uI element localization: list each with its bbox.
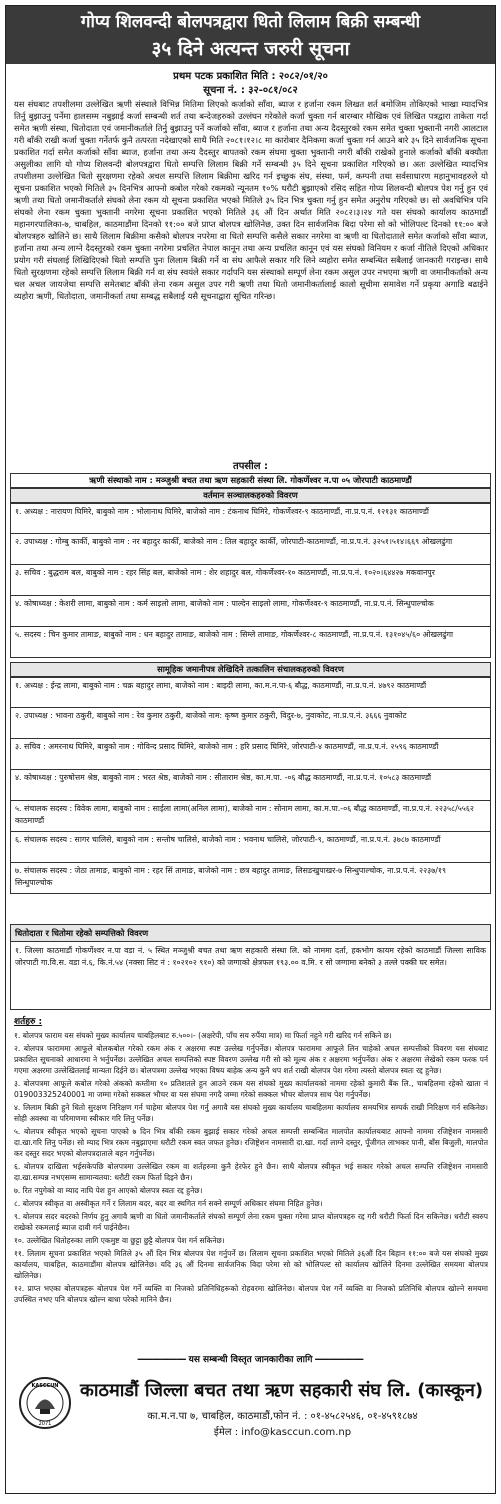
auction-notice xyxy=(5,5,496,1494)
board-member-row: ३. सचिव : बुद्धराम बल, बाबुको नाम : रहर सिंह बल, बाजेको नाम : शेर शहादुर बल, गोकर्णेश्वर-१० काठमाण्डौं, ना.प्र.प.नं. १०२०।६४४२७ मकवानपुर xyxy=(10,565,491,596)
collateral-heading: धितोदाता र धितोमा रहेको सम्पत्तिको विवरण xyxy=(11,925,490,942)
term-item: १०. उल्लेखित धितोहरुका लागि एकमुष्ट वा छुट्टा छुट्टै बोलपत्र पेश गर्न सकिनेछ। xyxy=(14,1236,225,1245)
collateral-description: १. जिल्ला काठमाडौं गोकर्णेश्वर न.पा वडा नं. ५ स्थित मञ्जुश्री बचत तथा ऋण सहकारी संस्था लि. को नाममा दर्ता, हकभोग कायम रहेको काठमाडौं जिल्ला साविक जोरपाटी गा.वि.स. वडा नं.६, कि.नं.५४ (नक्सा सिट नं : १०२१०२ ९१०) को जग्गाको क्षेत्रफल १९३.०० व.मि. र सो जग्गामा बनेको ३ तल्ले पक्की घर समेत। xyxy=(15,946,486,967)
guarantor-row: ७. संचालक सदस्य : जेठा तामाङ, बाबुको नाम : रहर सिं तामाङ, बाजेको नाम : छत्र बहादुर तामाङ, लिसङखुपाखर-७ सिन्धुपाल्चोक, ना.प्र.प.नं. २२३७/१९ सिन्धुपाल्चोक xyxy=(10,863,491,894)
logo-year: 2071 xyxy=(38,1421,52,1427)
board-member-row: ५. सदस्य : चिन कुमार तामाङ, बाबुको नाम : धन बहादुर तामाङ, बाजेको नाम : सिम्ले तामाङ, गोकर्णेश्वर-८ काठमाण्डौं, ना.प्र.प.नं. १३१०४५/६० ओखलढुंगा xyxy=(10,627,491,658)
term-item: १. बोलपत्र फाराम यस संघको मुख्य कार्यालय चाबहिलबाट रु.५००।- (अक्षरेपी, पाँच सय रुपैंया मात्र) मा फिर्ता नहुने गरी खरिद गर्न सकिने छ। xyxy=(14,1031,392,1040)
borrower-org-line: ऋणी संस्थाको नाम : मञ्जुश्री बचत तथा ऋण सहकारी संस्था लि. गोकर्णेश्वर न.पा ०५ जोरपाटी काठमाण्डौं xyxy=(10,473,491,488)
cooperative-address: का.म.न.पा ७, चाबहिल, काठमाडौं,फोन नं. : ०१-४५८२५४६, ०१-४५९१८७४ xyxy=(147,1411,418,1422)
header-title-line1: गोप्य शिलवन्दी बोलपत्रद्वारा धितो लिलाम बिक्री सम्बन्धी xyxy=(80,12,421,32)
term-item: ११. लिलाम सूचना प्रकाशित भएको मितिले ३५ औं दिन भित्र बोलपत्र पेश गर्नुपर्ने छ। लिलाम सूचना प्रकाशित भएको मितिले ३६औं दिन बिहान ११:०० बजे यस संघको मुख्य कार्यालय, चाबहिल, काठमाडौंमा बोलपत्र खोलिनेछ। यदि ३६ औं दिनमा सार्वजनिक विदा परेमा सो को भोलिपल्ट सो कार्यालय खोलिने दिनमा उल्लेखित समयमा बोलपत्र खोलिनेछ। xyxy=(14,1249,488,1280)
footer xyxy=(10,1368,491,1490)
guarantor-row: ६. संचालक सदस्य : सागर चालिसे, बाबुको नाम : सन्तोष चालिसे, बाजेको नाम : भवनाथ चालिसे, जोरपाटी-९, काठमाण्डौं, ना.प्र.प.नं. ३७८७ काठमाण्डौं xyxy=(10,832,491,863)
terms-list xyxy=(14,1030,488,1348)
term-item: ६. बोलपत्र दाखिला भईसकेपछि बोलपत्रमा उल्लेखित रकम वा शर्तहरुमा कुनै हेरफेर हुने छैन। साथै बोलपत्र स्वीकृत भई सकार गरेको अचल सम्पत्ति रजिष्ट्रेशन नामसारी दा.खा.सम्पन्न नभएसम्म सामान्यतया: धरौटी रकम फिर्ता दिइने छैन। xyxy=(14,1162,488,1182)
term-item: २. बोलपत्र फाराममा आफूले बोलकबोल गरेको रकम अंक र अक्षरमा स्पष्ट उल्लेख गर्नुपर्नेछ। बोलपत्र फाराममा आफूले लिन चाहेको अचल सम्पत्तीको विवरण यस संघबाट प्रकाशित सूचनाको आधारमा ने भर्नुपर्नेछ। उल्लेखित अचल सम्पत्तिको स्पष्ट विवरण उल्लेख गरी सो को मूल्य अंक र अक्षरमा भर्नुपर्नेछ। अंक र अक्षरमा लेखेको रकम फरक पर्न गएमा अक्षरमा उल्लेखितलाई मान्यता दिईने छ। बोलपत्रमा उल्लेख भएका विषय बाहेक अन्य कुनै थप शर्त राखी बोलपत्र पेश गरेमा त्यस्तो बोलपत्र स्वतः रद्द हुनेछ। xyxy=(14,1044,488,1075)
current-board-heading: वर्तमान सञ्चालकहरुको विवरण xyxy=(10,488,491,503)
board-member-row: १. अध्यक्ष : नारायण घिमिरे, बाबुको नाम : भोलानाथ घिमिरे, बाजेको नाम : टंकनाथ घिमिरे, गोकर्णेश्वर-९ काठमाण्डौं, ना.प्र.प.नं. १२१३१ काठमाण्डौं xyxy=(10,503,491,534)
term-item: ८. बोलपत्र स्वीकृत वा अस्वीकृत गर्ने र लिलाम बदर, बदर वा स्थगित गर्न सक्ने सम्पूर्ण अधिकार संघमा निहित हुनेछ। xyxy=(14,1199,323,1208)
cooperative-logo xyxy=(18,1376,72,1430)
guarantor-row: ४. कोषाध्यक्ष : पुरुषोत्तम श्रेष्ठ, बाबुको नाम : भरत श्रेष्ठ, बाजेको नाम : सीताराम श्रेष्ठ, का.म.पा. -०६ बौद्ध काठमाण्डौं, ना.प्र.प.नं. १०५८३ काठमाण्डौं xyxy=(10,770,491,801)
cooperative-name: काठमाडौं जिल्ला बचत तथा ऋण सहकारी संघ लि. (कास्कून) xyxy=(80,1380,484,1401)
guarantor-row: ३. सचिव : अमरनाथ घिमिरे, बाबुको नाम : गोविन्द प्रसाद घिमिरे, बाजेको नाम : हरि प्रसाद घिमिरे, जोरपाटी-४ काठमाण्डौं, ना.प्र.प.नं. २५९६ काठमाण्डौं xyxy=(10,739,491,770)
details-heading: तपसील : xyxy=(233,461,268,472)
guarantor-row: १. अध्यक्ष : ईन्द्र लामा, बाबुको नाम : चक्र बहादुर लामा, बाजेको नाम : बाइदी लामा, का.म.न.पा-६ बौद्ध, काठमाण्डौं, ना.प्र.प.नं. ४७९२ काठमाण्डौं xyxy=(10,677,491,708)
term-item: १२. प्राप्त भएका बोलपत्रहरू बोलपत्र पेश गर्ने व्यक्ति वा निजको प्रतिनिधिहरूको रोहवरमा खोलिनेछ। बोलपत्र पेश गर्ने व्यक्ति वा निजको प्रतिनिधि बोलपत्र खोल्ने समयमा उपस्थित नभए पनि बोलपत्र खोल्न बाधा परेको मानिने छैन। xyxy=(14,1284,488,1304)
logo-text: KASCCUN xyxy=(31,1383,59,1389)
header-title-line2: ३५ दिने अत्यन्त जरुरी सूचना xyxy=(151,38,350,60)
guarantor-board-heading: सामूहिक जमानीपत्र लेखिदिने तत्कालिन संचालकहरुको विवरण xyxy=(10,662,491,677)
guarantor-row: ५. संचालक सदस्य : विवेक लामा, बाबुको नाम : साईला लामा(अनिल लामा), बाजेको नाम : सोनाम लामा, का.म.पा.-०६ बौद्ध काठमाण्डौं, ना.प्र.प.नं. २२३५८/५५६२ काठमाण्डौं xyxy=(10,801,491,832)
notice-number: सूचना नं. : ३२-०८१/०८२ xyxy=(203,85,298,96)
current-board-table xyxy=(10,503,491,658)
terms-heading: शर्तहरु : xyxy=(14,1017,43,1027)
term-item: ९. बोलपत्र सदर बदरको निर्णय हुनु अगावै ऋणी वा धितो जमानीकर्ताले संघको सम्पूर्ण लेना रकम चुक्ता गरेमा प्राप्त बोलपत्रहरु रद्द गरी धरौटी फिर्ता दिन सकिनेछ। धरौटी स्वरुप राखेको रकमलाई ब्याज दावी गर्न पाईनेछैन। xyxy=(14,1212,488,1232)
cooperative-email: ईमेल : info@kasccun.com.np xyxy=(213,1427,352,1438)
term-item: ४. लिलाम बिक्री हुने धितो सुरक्षण निरिक्षण गर्न चाहेमा बोलपत्र पेश गर्नु अगावै यस संघको मुख्य कार्यालय चाबहिलमा कार्यालय समयभित्र सम्पर्क राखी निरिक्षण गर्न सकिनेछ। सोही अवस्था वा परिमाणमा स्वीकार गरि लिनु पर्नेछ। xyxy=(14,1103,488,1123)
board-member-row: ४. कोषाध्यक्ष : केशरी लामा, बाबुको नाम : कर्म साइलो लामा, बाजेको नाम : पाल्देन साइलो लामा, गोकर्णेश्वर-९ काठमाण्डौं, ना.प्र.प.नं. सिन्धुपाल्चोक xyxy=(10,596,491,627)
intro-paragraph: यस संघबाट तपशीलमा उल्लेखित ऋणी संस्थाले विभिन्न मितिमा लिएको कर्जाको साँवा, ब्याज र हर्जाना रकम लिखत शर्त बमोजिम तोकिएको भाखा म्यादभित्र तिर्नु बुझाउनु पर्नेमा हालसम्म नबुझाई कर्जा सम्बन्धी शर्त तथा बन्देजहरुको उल्लंघन गरेकोले कर्जा चुक्ता गर्न बारम्बार मौखिक एवं लिखित पत्रद्वारा ताकेता गर्दा समेत ऋणी संस्था, धितोदाता एवं जमानीकर्ताले तिर्नु बुझाउनु पर्ने कर्जाको साँवा, ब्याज र हर्जाना तथा अन्य दैदस्तुरको रकम समेत चुक्ता भुक्तानी नगरी आलटाल गरी बाँकी राखी कर्जा चुक्ता गर्नेतर्फ कुनै तत्परता नदेखाएको साथै मिति २०८१।१२।८ मा कारोबार दैनिकमा कर्जा चुक्ता गर्न आउने बारे ३५ दिने सार्वजनिक सूचना प्रकाशित गर्दा समेत कर्जाको साँवा ब्याज, हर्जाना तथा अन्य दैदस्तुर बापतको रकम संघमा चुक्ता भुक्तानी नगरी बाँकी राखेको हुनाले कर्जाको बाँकी बक्यौता असुलीका लागि यो गोप्य शिलवन्दी बोलपत्रद्वारा धितो सम्पत्ति लिलाम बिक्री गर्ने सम्बन्धी ३५ दिने सूचना प्रकाशित गरिएको छ। अतः उल्लेखित म्यादभित्र तपशीलमा उल्लेखित धितो सुरक्षणमा रहेको अचल सम्पत्ति लिलाम बिक्रीमा खरिद गर्न इच्छुक संघ, संस्था, फर्म, कम्पनी तथा सर्वसाधारण महानुभावहरुले यो सूचना प्रकाशित भएको मितिले ३५ दिनभित्र आफ्नो कबोल गरेको रकमको न्यूनतम १०% धरौटी बुझाएको रसिद सहित गोप्य शिलवन्दी बोलपत्र पेश गर्नु हुन एवं ऋणी तथा धितो जमानीकर्ताले संघको लेना रकम यो सूचना प्रकाशित भएको मितिले ३५ दिन भित्र चुक्ता गर्नु हुन समेत अनुरोध गरिएको छ। सो अवधिभित्र पनि संघको लेना रकम चुक्ता भुक्तानी नगरेमा सूचना प्रकाशित भएको मितिले ३६ औं दिन अर्थात मिति २०८२।३।२४ गते यस संघको कार्यालय काठमाडौं महानगरपालिका-७, चाबहिल, काठमाडौंमा दिनको ११:०० बजे प्राप्त बोलपत्र खोलिनेछ, उक्त दिन सार्वजनिक बिदा परेमा सो को भोलिपल्ट दिनको ११:०० बजे बोलपत्रहरु खोलिने छ। साथै लिलाम बिक्रीमा कसैको बोलपत्र नपरेमा वा धितो सम्पत्ति कसैले सकार नगरेमा वा ऋणी वा धितोदाताले समेत कर्जाको साँवा ब्याज, हर्जाना तथा अन्य लाग्ने दैदस्तुरको रकम चुक्ता नगरेमा प्रचलित नेपाल कानून तथा अन्य प्रचलित कानून एवं यस संघको विनियम र कर्जा नीतिले दिएको अधिकार प्रयोग गरी संघलाई लिखिदिएको धितो सम्पत्ति पुनः लिलाम बिक्री गर्ने वा संघ आफैले सकार गरि लिने व्यहोरा समेत सम्बन्धित सबैलाई जानकारी गराइन्छ। साथै धितो सुरक्षणमा रहेको सम्पत्ति लिलाम बिक्री गर्न वा संघ स्वयंले सकार गर्दापनि यस संस्थाको सम्पूर्ण लेना रकम असुल उपर नभएमा ऋणी वा जमानीकर्ताको अन्य चल अचल जायजेथा सम्पत्ति समेतबाट बाँकी लेना रकम असुल उपर गरी ऋणी तथा धितो जमानीकर्तालाई कालो सूचीमा समावेश गर्ने प्रकृया अगाडि बढाईने व्यहोरा ऋणी, धितोदाता, जमानीकर्ता तथा सम्बद्ध सबैलाई यसै सूचनाद्वारा सूचित गरिन्छ। xyxy=(14,99,488,301)
notice-header xyxy=(6,6,495,64)
term-item: ७. रित नपुगेको वा म्याद नाघि पेश हुन आएको बोलपत्र स्वतः रद्द हुनेछ। xyxy=(14,1186,203,1195)
term-item: ३. बोलपत्रमा आफूले कबोल गरेको अंकको कम्तीमा १० प्रतिशतले हुन आउने रकम यस संघको मुख्य कार्यालयको नाममा रहेको कुमारी बैंक लि., चाबहिलमा रहेको खाता नं 019003325240001 मा जम्मा गरेको सक्कल भौचर वा यस संघमा नगदै जम्मा गरेको सक्कल भौचर बोलपत्र साथ पेश गर्नुपर्नेछ। xyxy=(14,1079,488,1099)
term-item: ५. बोलपत्र स्वीकृत भएको सूचना पाएको ७ दिन भित्र बाँकी रकम बुझाई सकार गरेको अचल सम्पत्ती सम्बन्धित मालपोत कार्यालयबाट आफ्नो नाममा रजिष्ट्रेशन नामसारी दा.खा.गरि लिनु पर्नेछ। सो म्याद भित्र रकम नबुझाएमा धरौटी रकम स्वत जफत हुनेछ। रजिष्ट्रेशन नामसारी दा.खा. गर्दा लाग्ने दस्तुर, पूँजीगत लाभकर पानी, बाँस बिजुली, मालपोत कर दस्तुर सदर भएको बोलपत्रदाताले बहन गर्नुपर्नेछ। xyxy=(14,1127,488,1158)
publication-date: प्रथम पटक प्रकाशित मिति : २०८२/०१/२० xyxy=(173,71,328,82)
board-member-row: २. उपाध्यक्ष : गोम्बु कार्की, बाबुको नाम : नर बहादुर कार्की, बाजेको नाम : तिल बहादुर कार्की, जोरपाटी-काठमाण्डौं, ना.प्र.प.नं. ३२५१।५१४।६६९ ओखलढुंगा xyxy=(10,534,491,565)
guarantor-row: २. उपाध्यक्ष : भावना ठकुरी, बाबुको नाम : रेव कुमार ठकुरी, बाजेको नाम: कृष्ण कुमार ठकुरी, विदुर-७, नुवाकोट, ना.प्र.प.नं. ३६६६ नुवाकोट xyxy=(10,708,491,739)
collateral-property-box xyxy=(10,924,491,1010)
contact-info-heading: ━━━━━━━━━━ यस सम्बन्धी विस्तृत जानकारीका लागि ━━━━━━━━━━ xyxy=(6,1352,495,1365)
guarantor-board-table xyxy=(10,677,491,894)
